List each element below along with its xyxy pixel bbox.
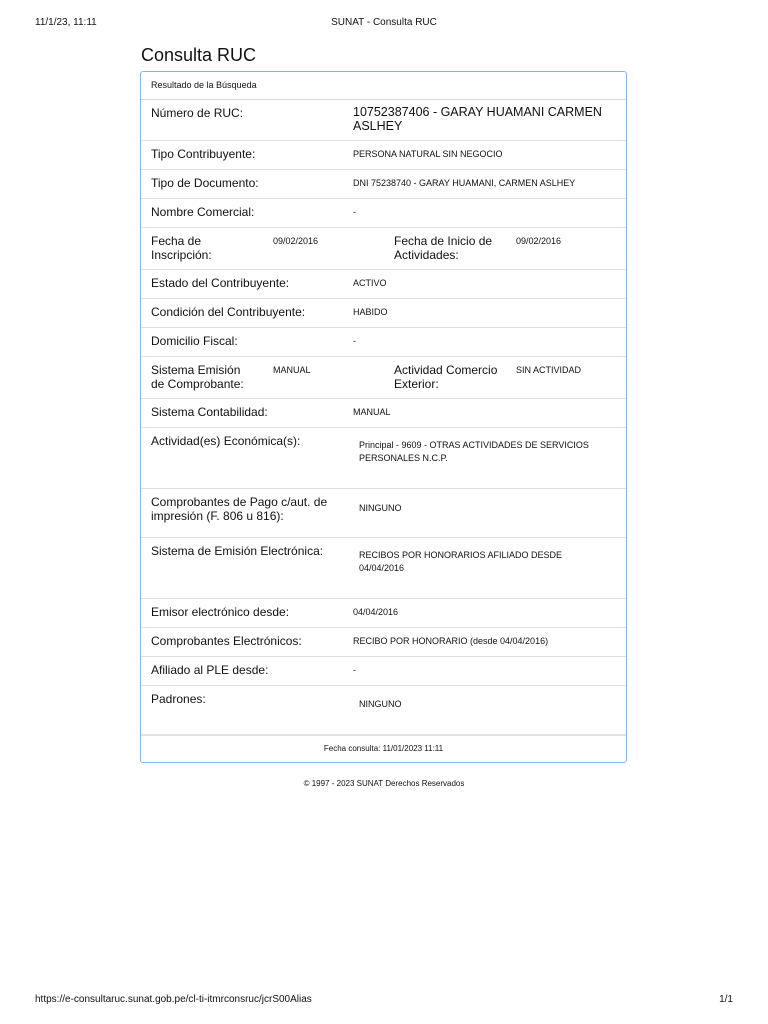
nombre-comercial-value: - [353,207,356,217]
tipo-documento-value: DNI 75238740 - GARAY HUAMANI, CARMEN ASLHEY [353,178,576,188]
row-comprobantes-pago [141,489,626,538]
card-header: Resultado de la Búsqueda [141,72,626,100]
fecha-inscripcion-label: Fecha de Inscripción: [151,234,212,262]
comercio-exterior-value: SIN ACTIVIDAD [516,365,582,375]
row-padrones [141,686,626,735]
sistema-emision-value: MANUAL [273,365,311,375]
fecha-inicio-label: Fecha de Inicio de Actividades: [394,234,493,262]
domicilio-label: Domicilio Fiscal: [151,334,238,348]
print-date: 11/1/23, 11:11 [35,17,97,28]
emision-electronica-value: RECIBOS POR HONORARIOS AFILIADO DESDE 04/04/2016 [359,550,563,573]
tipo-documento-label: Tipo de Documento: [151,176,259,190]
row-sistema-contabilidad [141,399,626,428]
comprobantes-pago-value: NINGUNO [359,503,402,513]
comprobantes-pago-label: Comprobantes de Pago c/aut. de impresión (F. 806 u 816): [151,495,328,523]
padrones-value: NINGUNO [359,699,402,709]
sistema-contabilidad-label: Sistema Contabilidad: [151,405,268,419]
sistema-emision-label: Sistema Emisión de Comprobante: [151,363,244,391]
row-tipo-documento [141,170,626,199]
row-tipo-contribuyente [141,141,626,170]
ruc-label: Número de RUC: [151,106,244,120]
page-count: 1/1 [719,994,733,1005]
row-emision-electronica [141,538,626,599]
print-page-title: SUNAT - Consulta RUC [331,17,437,28]
emision-electronica-label: Sistema de Emisión Electrónica: [151,544,324,558]
emisor-desde-value: 04/04/2016 [353,607,399,617]
actividades-value: Principal - 9609 - OTRAS ACTIVIDADES DE SERVICIOS PERSONALES N.C.P. [359,440,589,463]
tipo-contribuyente-value: PERSONA NATURAL SIN NEGOCIO [353,149,503,159]
sistema-contabilidad-value: MANUAL [353,407,391,417]
estado-value: ACTIVO [353,278,387,288]
estado-label: Estado del Contribuyente: [151,276,290,290]
page-title: Consulta RUC [141,45,257,65]
fecha-consulta: Fecha consulta: 11/01/2023 11:11 [141,735,626,762]
row-actividades [141,428,626,489]
print-url: https://e-consultaruc.sunat.gob.pe/cl-ti-itmrconsruc/jcrS00Alias [35,994,312,1005]
ple-label: Afiliado al PLE desde: [151,663,269,677]
fecha-inicio-value: 09/02/2016 [516,236,562,246]
print-header [0,17,768,31]
row-ruc [141,100,626,141]
row-fechas [141,228,626,270]
ruc-value: 10752387406 - GARAY HUAMANI CARMEN ASLHEY [353,105,602,133]
row-domicilio [141,328,626,357]
row-emisor-desde [141,599,626,628]
actividades-label: Actividad(es) Económica(s): [151,434,301,448]
ple-value: - [353,665,356,675]
comprobantes-electronicos-value: RECIBO POR HONORARIO (desde 04/04/2016) [353,636,549,646]
comercio-exterior-label: Actividad Comercio Exterior: [394,363,498,391]
condicion-value: HABIDO [353,307,388,317]
row-estado [141,270,626,299]
comprobantes-electronicos-label: Comprobantes Electrónicos: [151,634,302,648]
print-footer [0,994,768,1008]
row-ple [141,657,626,686]
result-card [140,71,627,763]
emisor-desde-label: Emisor electrónico desde: [151,605,290,619]
copyright-notice: © 1997 - 2023 SUNAT Derechos Reservados [303,779,465,788]
row-sistema-emision [141,357,626,399]
domicilio-value: - [353,336,356,346]
padrones-label: Padrones: [151,692,206,706]
tipo-contribuyente-label: Tipo Contribuyente: [151,147,256,161]
row-condicion [141,299,626,328]
row-comprobantes-electronicos [141,628,626,657]
condicion-label: Condición del Contribuyente: [151,305,306,319]
fecha-inscripcion-value: 09/02/2016 [273,236,319,246]
nombre-comercial-label: Nombre Comercial: [151,205,255,219]
row-nombre-comercial [141,199,626,228]
